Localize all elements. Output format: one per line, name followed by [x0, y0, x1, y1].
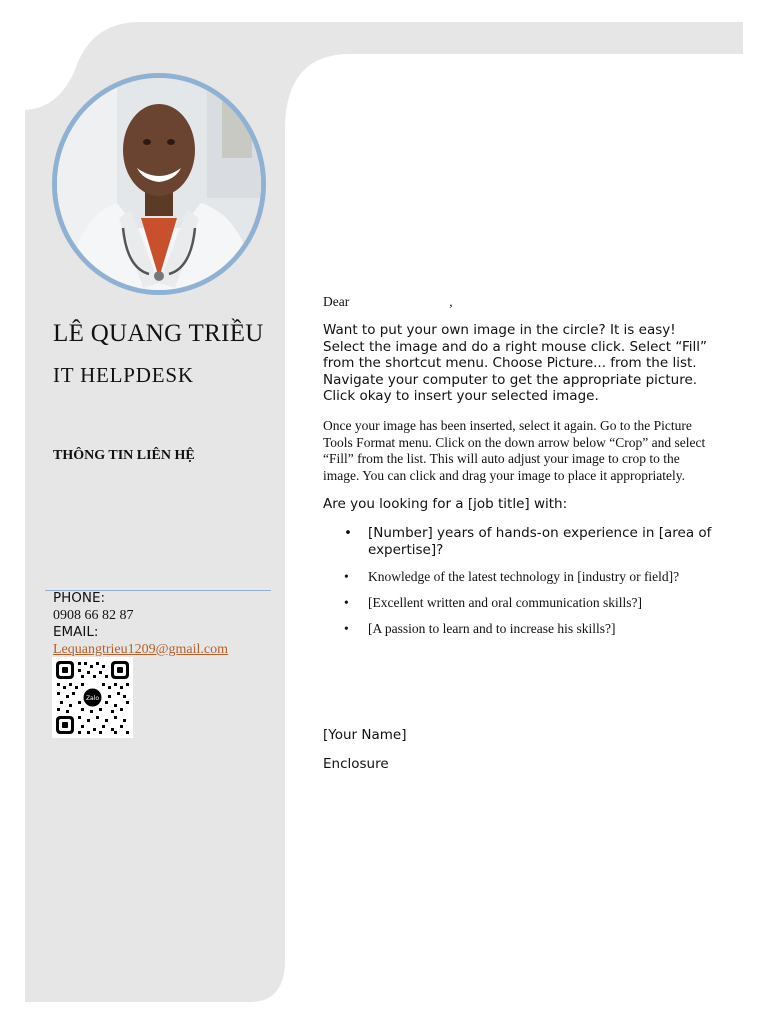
paragraph-crop-instructions: Once your image has been inserted, select it again. Go to the Picture Tools Format menu. Click on the down arrow below “Crop” and select “Fill” from the list. This will auto adjust your image to crop to the image. You can click and drag your image to place it appropriately. [323, 417, 706, 483]
cover-letter-body [323, 294, 713, 646]
candidate-job-title: IT HELPDESK [53, 363, 194, 387]
signature-name: [Your Name] [323, 727, 407, 743]
email-link[interactable]: Lequangtrieu1209@gmail.com [53, 642, 229, 657]
candidate-name: LÊ QUANG TRIỀU [53, 320, 264, 347]
phone-number: 0908 66 82 87 [53, 608, 134, 623]
zalo-logo-text: Zalo [85, 695, 100, 702]
list-item: • [Excellent written and oral communication skills?] [344, 594, 643, 610]
contact-heading: THÔNG TIN LIÊN HỆ [53, 448, 195, 463]
contact-info [53, 590, 228, 658]
greeting-comma: , [449, 294, 453, 309]
phone-label: PHONE: [53, 590, 106, 606]
email-label: EMAIL: [53, 624, 99, 640]
list-item: • [A passion to learn and to increase his skills?] [344, 620, 616, 636]
zalo-qr-code [52, 657, 133, 738]
profile-photo[interactable] [52, 73, 266, 295]
skills-list [323, 525, 713, 637]
list-item: • Knowledge of the latest technology in [industry or field]? [344, 568, 680, 584]
question-line: Are you looking for a [job title] with: [323, 496, 568, 513]
paragraph-image-instructions: Want to put your own image in the circle? It is easy! Select the image and do a right mouse click. Select “Fill” from the shortcut menu. Choose Picture... from the list. Navigate your computer to get the appropriate picture. Click okay to insert your selected image. [323, 322, 707, 405]
enclosure-line: Enclosure [323, 756, 389, 772]
greeting: Dear [323, 294, 350, 309]
greeting-line [323, 294, 713, 310]
list-item: • [Number] years of hands-on experience in [area of expertise]? [344, 524, 712, 558]
